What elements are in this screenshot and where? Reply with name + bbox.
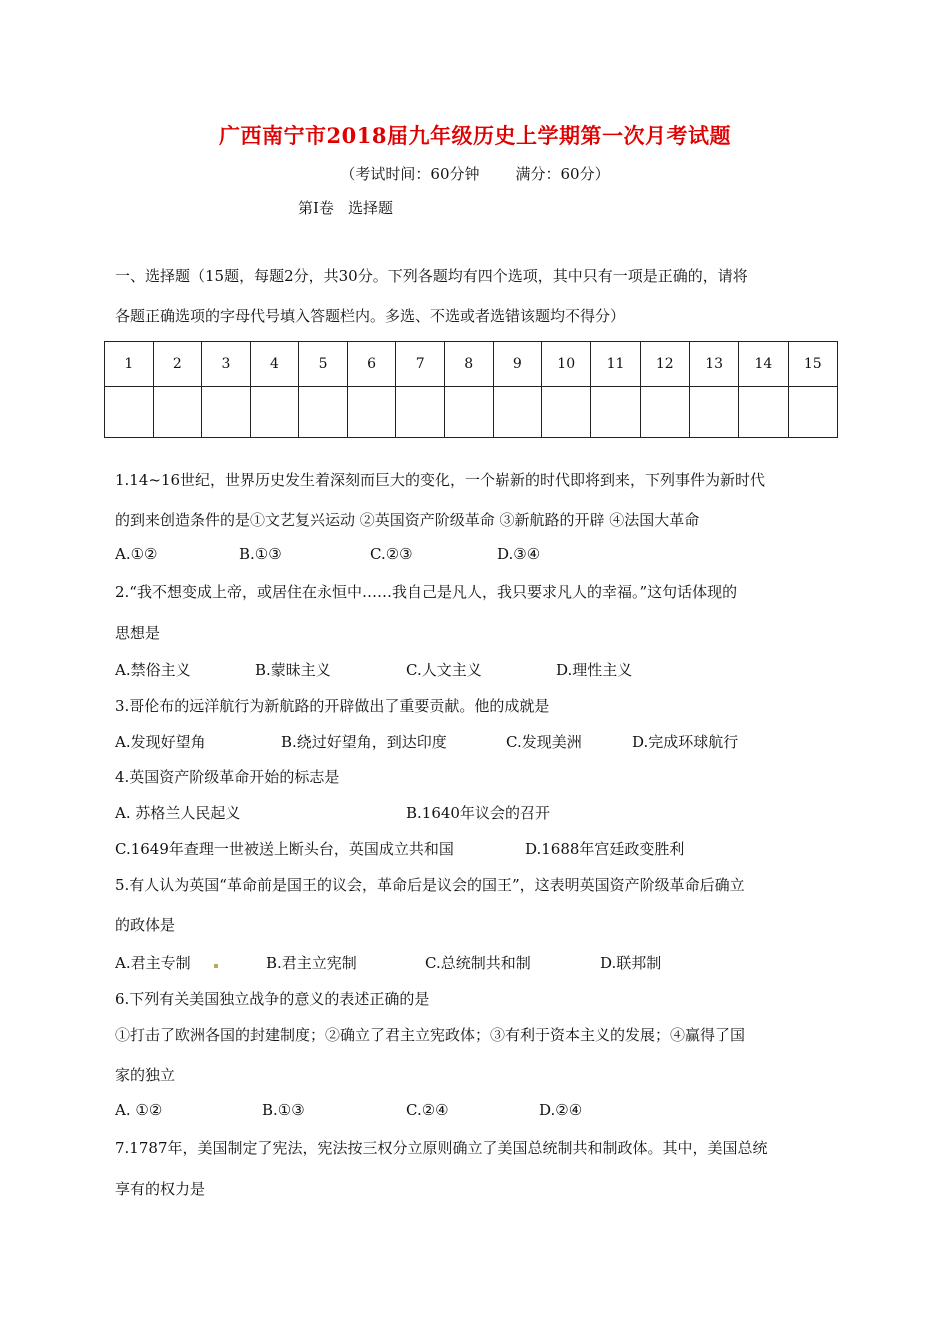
- answer-cell[interactable]: [153, 387, 202, 438]
- question-7-line-1: 7.1787年，美国制定了宪法，宪法按三权分立原则确立了美国总统制共和制政体。其中，美国总统: [115, 1139, 768, 1157]
- question-6-option-a: A. ①②: [115, 1101, 163, 1119]
- question-6-line-1: 6.下列有关美国独立战争的意义的表述正确的是: [115, 990, 430, 1008]
- answer-number: 13: [689, 342, 738, 387]
- question-6-line-3: 家的独立: [115, 1066, 176, 1084]
- instructions-line-1: 一、选择题（15题，每题2分，共30分。下列各题均有四个选项，其中只有一项是正确的，请将: [115, 267, 748, 285]
- exam-time: （考试时间：60分钟: [340, 165, 480, 183]
- question-1-option-d: D.③④: [497, 545, 541, 563]
- answer-cell[interactable]: [542, 387, 591, 438]
- answer-cell[interactable]: [105, 387, 154, 438]
- answer-number: 4: [250, 342, 299, 387]
- answer-number: 2: [153, 342, 202, 387]
- question-3-line-1: 3.哥伦布的远洋航行为新航路的开辟做出了重要贡献。他的成就是: [115, 697, 550, 715]
- answer-cell[interactable]: [640, 387, 689, 438]
- section-part: 第Ⅰ卷: [298, 199, 334, 217]
- question-5-option-c: C.总统制共和制: [425, 954, 531, 972]
- question-2-option-d: D.理性主义: [556, 661, 633, 679]
- answer-table: [104, 341, 838, 438]
- answer-cell[interactable]: [202, 387, 251, 438]
- answer-number: 14: [739, 342, 788, 387]
- answer-number: 15: [788, 342, 837, 387]
- question-4-line-1: 4.英国资产阶级革命开始的标志是: [115, 768, 340, 786]
- answer-cell[interactable]: [444, 387, 493, 438]
- question-5-line-2: 的政体是: [115, 916, 176, 934]
- question-3-option-b: B.绕过好望角，到达印度: [281, 733, 447, 751]
- question-2-option-c: C.人文主义: [406, 661, 482, 679]
- exam-title: 广西南宁市2018届九年级历史上学期第一次月考试题: [219, 123, 731, 148]
- question-2-option-b: B.蒙昧主义: [255, 661, 331, 679]
- answer-number: 8: [444, 342, 493, 387]
- question-5-option-d: D.联邦制: [600, 954, 662, 972]
- answer-number: 1: [105, 342, 154, 387]
- question-6-option-d: D.②④: [539, 1101, 583, 1119]
- answer-cell[interactable]: [591, 387, 640, 438]
- question-1-line-2: 的到来创造条件的是①文艺复兴运动 ②英国资产阶级革命 ③新航路的开辟 ④法国大革命: [115, 511, 700, 529]
- exam-info: [0, 163, 950, 184]
- answer-cell[interactable]: [689, 387, 738, 438]
- question-1-option-a: A.①②: [115, 545, 158, 563]
- answer-number: 5: [299, 342, 348, 387]
- scan-speck: [214, 964, 218, 968]
- question-6-option-c: C.②④: [406, 1101, 449, 1119]
- question-5-option-a: A.君主专制: [115, 954, 191, 972]
- question-5-line-1: 5.有人认为英国“革命前是国王的议会，革命后是议会的国王”，这表明英国资产阶级革命后确立: [115, 876, 745, 894]
- question-2-option-a: A.禁俗主义: [115, 661, 191, 679]
- answer-number: 6: [347, 342, 396, 387]
- question-1-option-c: C.②③: [370, 545, 413, 563]
- answer-cell[interactable]: [299, 387, 348, 438]
- question-6-line-2: ①打击了欧洲各国的封建制度；②确立了君主立宪政体；③有利于资本主义的发展；④赢得了国: [115, 1026, 746, 1044]
- answer-number: 10: [542, 342, 591, 387]
- answer-cell[interactable]: [250, 387, 299, 438]
- question-5-option-b: B.君主立宪制: [266, 954, 357, 972]
- answer-number: 9: [493, 342, 542, 387]
- answer-cell[interactable]: [493, 387, 542, 438]
- question-4-option-a: A. 苏格兰人民起义: [115, 804, 241, 822]
- question-3-option-d: D.完成环球航行: [632, 733, 739, 751]
- answer-cell[interactable]: [396, 387, 445, 438]
- answer-cell[interactable]: [739, 387, 788, 438]
- question-2-line-2: 思想是: [115, 624, 161, 642]
- section-name: 选择题: [347, 199, 393, 217]
- question-7-line-2: 享有的权力是: [115, 1180, 206, 1198]
- question-1-line-1: 1.14~16世纪，世界历史发生着深刻而巨大的变化，一个崭新的时代即将到来，下列事件为新时代: [115, 471, 766, 489]
- question-4-option-d: D.1688年宫廷政变胜利: [525, 840, 685, 858]
- answer-number: 12: [640, 342, 689, 387]
- section-heading: [298, 197, 393, 218]
- instructions-line-2: 各题正确选项的字母代号填入答题栏内。多选、不选或者选错该题均不得分）: [115, 307, 626, 325]
- answer-cell[interactable]: [347, 387, 396, 438]
- question-3-option-a: A.发现好望角: [115, 733, 206, 751]
- answer-table-header-row: [105, 342, 838, 387]
- question-6-option-b: B.①③: [262, 1101, 305, 1119]
- question-2-line-1: 2.“我不想变成上帝，或居住在永恒中……我自己是凡人，我只要求凡人的幸福。”这句话体现的: [115, 583, 738, 601]
- question-4-option-b: B.1640年议会的召开: [406, 804, 550, 822]
- answer-cell[interactable]: [788, 387, 837, 438]
- answer-number: 7: [396, 342, 445, 387]
- question-3-option-c: C.发现美洲: [506, 733, 582, 751]
- answer-table-blank-row: [105, 387, 838, 438]
- exam-score: 满分：60分）: [515, 165, 610, 183]
- answer-number: 3: [202, 342, 251, 387]
- question-4-option-c: C.1649年查理一世被送上断头台，英国成立共和国: [115, 840, 454, 858]
- answer-number: 11: [591, 342, 640, 387]
- question-1-option-b: B.①③: [239, 545, 282, 563]
